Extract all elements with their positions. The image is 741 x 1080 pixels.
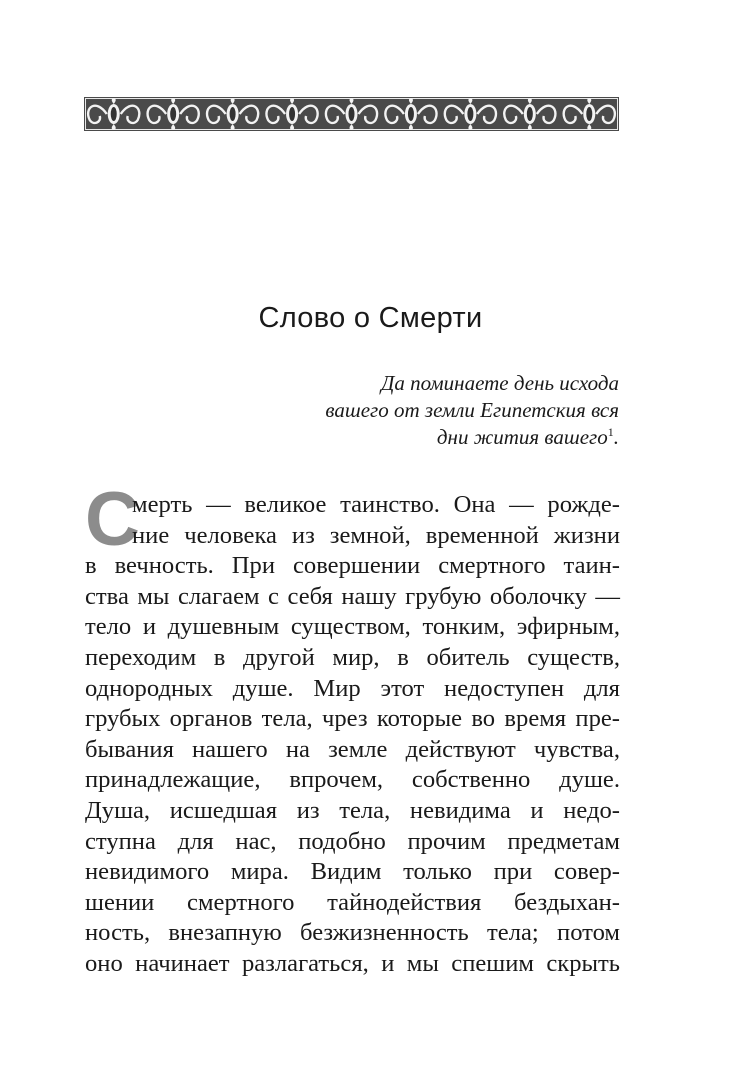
drop-cap: С (85, 477, 140, 562)
text-line: ступна для нас, подобно прочим предметам (85, 827, 620, 855)
text-line: тело и душевным существом, тонким, эфирным, (85, 613, 620, 641)
text-line: невидимого мира. Видим только при совер- (85, 858, 620, 886)
text-line: грубых органов тела, чрез которые во время пре- (85, 705, 620, 733)
body-paragraph (85, 490, 620, 980)
floral-ornament-icon (84, 97, 619, 131)
epigraph-line-last (280, 424, 619, 451)
text-line: принадлежащие, впрочем, собственно душе. (85, 766, 620, 794)
text-line: в вечность. При совершении смертного таин- (85, 552, 620, 580)
epigraph-line-text: дни жития вашего (436, 425, 608, 449)
text-line: шении смертного тайнодействия бездыхан- (85, 888, 620, 916)
chapter-title: Слово о Смерти (258, 302, 483, 334)
text-line: ства мы слагаем с себя нашу грубую оболочку — (85, 582, 620, 610)
text-line: оно начинает разлагаться, и мы спешим скрыть (85, 949, 620, 977)
text-line: Душа, исшедшая из тела, невидима и недо- (85, 796, 620, 824)
epigraph-trailing-punct: . (613, 425, 619, 449)
epigraph-line: Да поминаете день исхода (380, 371, 619, 395)
footnote-marker[interactable]: 1 (607, 425, 614, 439)
epigraph-line: вашего от земли Египетския вся (325, 398, 619, 422)
text-line: однородных душе. Мир этот недоступен для (85, 674, 620, 702)
text-line: бывания нашего на земле действуют чувства, (85, 735, 620, 763)
decorative-header-ornament (84, 97, 619, 131)
text-line: переходим в другой мир, в обитель существ, (85, 643, 620, 671)
epigraph (280, 370, 619, 451)
text-line: ние человека из земной, временной жизни (132, 521, 620, 549)
text-line: ность, внезапную безжизненность тела; потом (85, 919, 620, 947)
text-line: мерть — великое таинство. Она — рожде- (132, 491, 620, 518)
